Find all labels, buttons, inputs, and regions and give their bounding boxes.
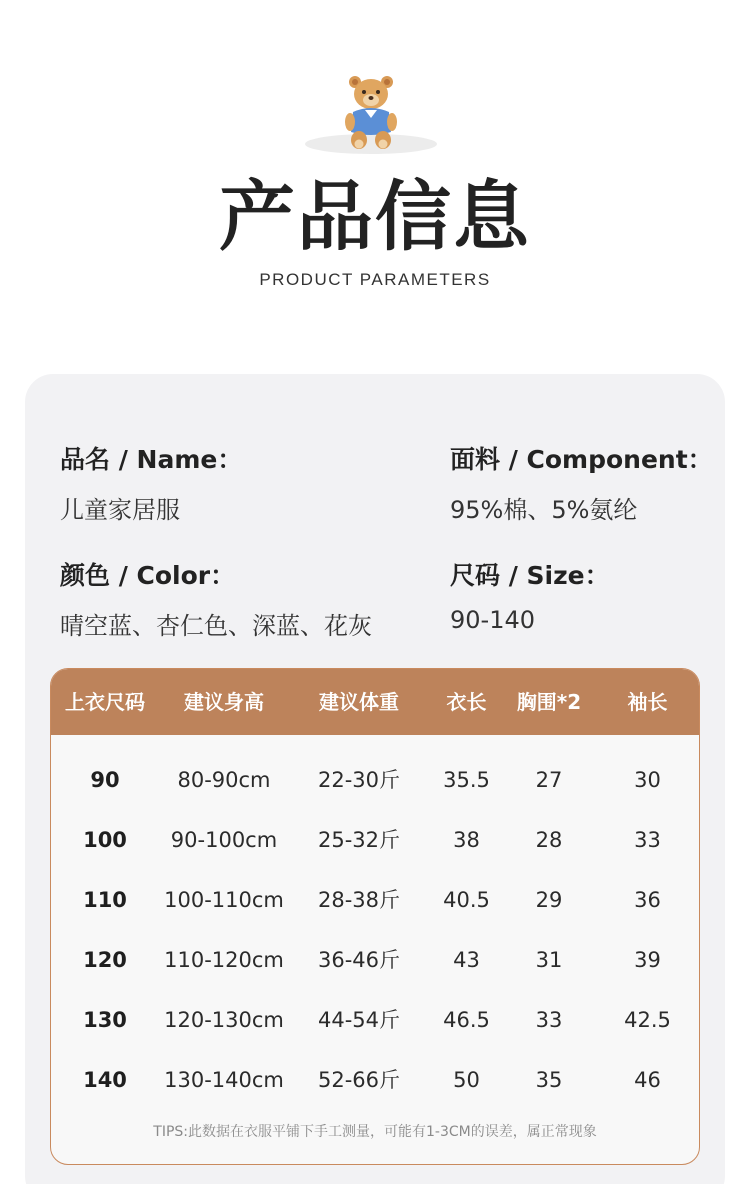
cell-chest: 31 [535,948,563,972]
cell-chest: 35 [535,1068,563,1092]
table-row [51,870,699,930]
header-height: 建议身高 [184,690,264,714]
cell-weight: 28-38斤 [317,888,401,912]
cell-sleeve: 42.5 [624,1008,671,1032]
table-row [51,990,699,1050]
cell-sleeve: 39 [634,948,661,972]
table-row [51,750,699,810]
cell-size: 130 [83,1008,127,1032]
cell-height: 130-140cm [164,1068,284,1092]
cell-length: 40.5 [443,888,490,912]
page-header [0,0,750,360]
cell-chest: 27 [535,768,563,792]
name-value: 儿童家居服 [60,496,180,524]
color-info [60,556,372,641]
cell-sleeve: 33 [634,828,661,852]
cell-height: 100-110cm [164,888,284,912]
cell-chest: 28 [535,828,563,852]
cell-length: 50 [453,1068,480,1092]
color-value: 晴空蓝、杏仁色、深蓝、花灰 [60,612,372,640]
color-label: 颜色 / Color： [60,561,236,590]
cell-sleeve: 46 [634,1068,661,1092]
page-subtitle: PRODUCT PARAMETERS [259,270,491,289]
size-value: 90-140 [450,606,536,634]
cell-size: 110 [83,888,127,912]
size-info [450,556,610,634]
cell-height: 90-100cm [170,828,278,852]
cell-chest: 29 [535,888,563,912]
name-label: 品名 / Name： [60,445,243,474]
header-sleeve: 袖长 [627,690,668,714]
table-row [51,930,699,990]
cell-size: 100 [83,828,127,852]
table-header [51,669,699,735]
cell-weight: 22-30斤 [317,768,401,792]
header-weight: 建议体重 [319,690,399,714]
mascot-area [305,72,445,158]
name-info [60,440,242,525]
cell-sleeve: 30 [634,768,661,792]
cell-weight: 36-46斤 [317,948,401,972]
cell-length: 46.5 [443,1008,490,1032]
cell-size: 120 [83,948,127,972]
teddy-bear-mascot-icon [341,72,401,152]
page-title: 产品信息 [219,172,531,261]
cell-weight: 44-54斤 [317,1008,401,1032]
size-label: 尺码 / Size： [450,561,610,590]
cell-height: 110-120cm [164,948,284,972]
cell-length: 38 [453,828,480,852]
header-chest: 胸围*2 [516,690,582,714]
cell-size: 140 [83,1068,127,1092]
cell-height: 80-90cm [177,768,271,792]
component-value: 95%棉、5%氨纶 [450,496,638,524]
cell-chest: 33 [535,1008,563,1032]
header-length: 衣长 [446,690,487,714]
cell-size: 90 [90,768,120,792]
cell-weight: 25-32斤 [317,828,401,852]
component-label: 面料 / Component： [450,445,713,474]
header-top-size: 上衣尺码 [65,690,145,714]
table-row [51,810,699,870]
component-info [450,440,713,525]
cell-weight: 52-66斤 [317,1068,401,1092]
cell-length: 35.5 [443,768,490,792]
cell-height: 120-130cm [164,1008,284,1032]
table-row [51,1050,699,1110]
cell-length: 43 [453,948,480,972]
size-chart-table [50,668,700,1165]
measurement-tips: TIPS:此数据在衣服平铺下手工测量，可能有1-3CM的误差，属正常现象 [153,1124,597,1140]
cell-sleeve: 36 [634,888,661,912]
